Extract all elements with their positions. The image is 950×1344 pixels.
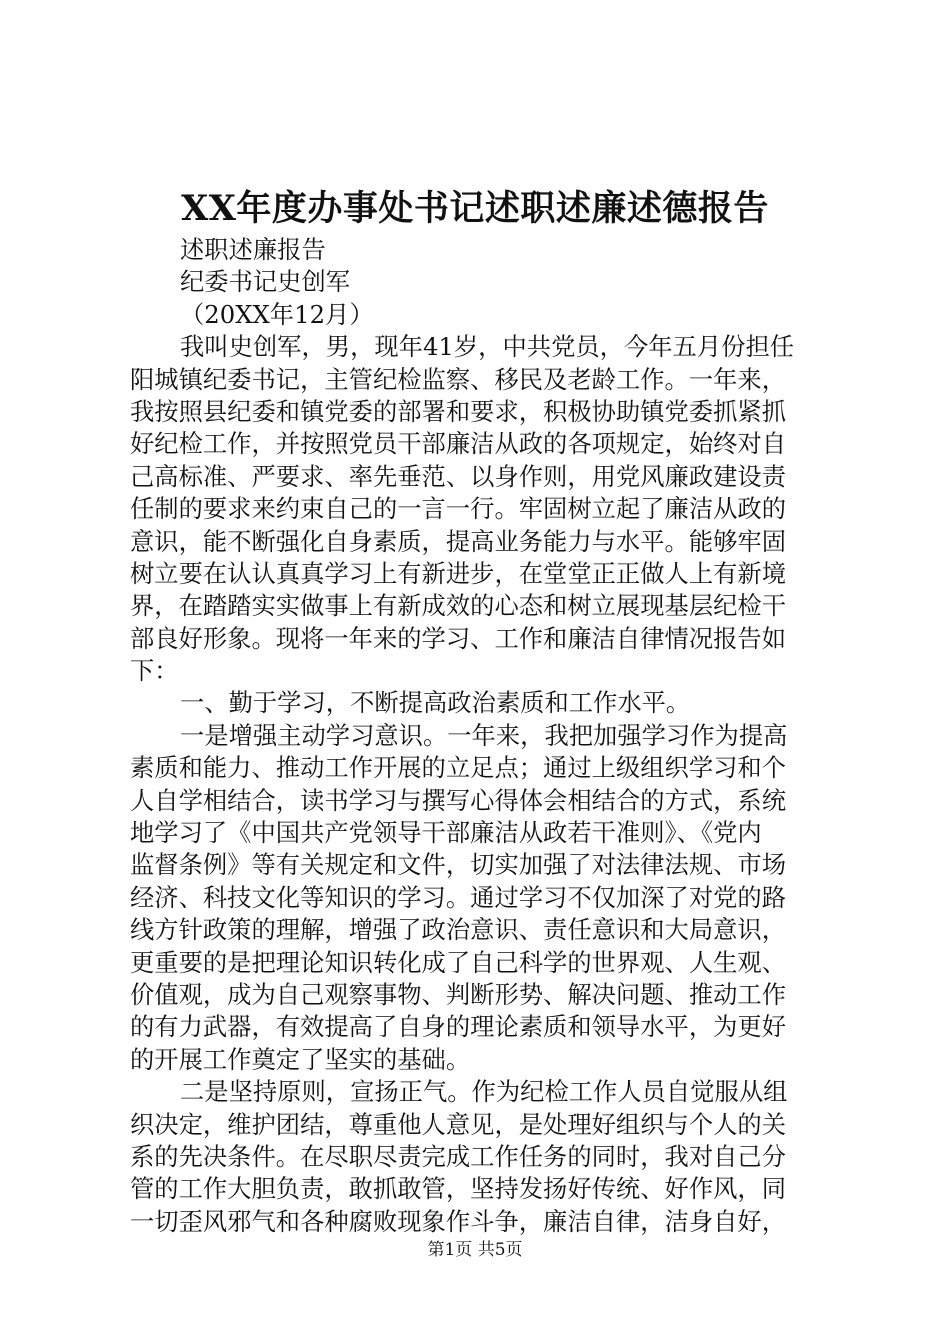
body-line: 界，在踏踏实实做事上有新成效的心态和树立展现基层纪检干 bbox=[130, 591, 787, 621]
body-line: 织决定，维护团结，尊重他人意见，是处理好组织与个人的关 bbox=[130, 1109, 787, 1139]
body-line: 好纪检工作，并按照党员干部廉洁从政的各项规定，始终对自 bbox=[130, 429, 787, 459]
body-line: 的开展工作奠定了坚实的基础。 bbox=[130, 1044, 471, 1074]
body-line: 系的先决条件。在尽职尽责完成工作任务的同时，我对自己分 bbox=[130, 1141, 787, 1171]
body-line: 我叫史创军，男，现年41岁，中共党员，今年五月份担任 bbox=[180, 332, 795, 362]
body-line: 二是坚持原则，宣扬正气。作为纪检工作人员自觉服从组 bbox=[180, 1077, 788, 1107]
body-line: 监督条例》等有关规定和文件，切实加强了对法律法规、市场 bbox=[130, 850, 787, 880]
body-line: （20XX年12月） bbox=[180, 299, 374, 329]
body-line: 价值观，成为自己观察事物、判断形势、解决问题、推动工作 bbox=[130, 979, 787, 1009]
page-footer: 第1页 共5页 bbox=[427, 1240, 523, 1260]
body-line: 我按照县纪委和镇党委的部署和要求，积极协助镇党委抓紧抓 bbox=[130, 396, 787, 426]
document-body bbox=[130, 234, 830, 1238]
body-line: 纪委书记史创军 bbox=[180, 267, 351, 297]
body-line: 线方针政策的理解，增强了政治意识、责任意识和大局意识， bbox=[130, 915, 787, 945]
body-line: 经济、科技文化等知识的学习。通过学习不仅加深了对党的路 bbox=[130, 882, 787, 912]
body-line: 下： bbox=[130, 656, 179, 686]
body-line: 一是增强主动学习意识。一年来，我把加强学习作为提高 bbox=[180, 720, 788, 750]
body-line: 素质和能力、推动工作开展的立足点；通过上级组织学习和个 bbox=[130, 753, 787, 783]
body-line: 部良好形象。现将一年来的学习、工作和廉洁自律情况报告如 bbox=[130, 623, 787, 653]
body-line: 阳城镇纪委书记，主管纪检监察、移民及老龄工作。一年来， bbox=[130, 364, 787, 394]
document-title: XX年度办事处书记述职述廉述德报告 bbox=[181, 188, 769, 229]
body-line: 述职述廉报告 bbox=[180, 235, 326, 264]
body-line: 任制的要求来约束自己的一言一行。牢固树立起了廉洁从政的 bbox=[130, 494, 787, 524]
body-line: 意识，能不断强化自身素质，提高业务能力与水平。能够牢固 bbox=[130, 526, 787, 556]
body-line: 一、勤于学习，不断提高政治素质和工作水平。 bbox=[180, 688, 691, 718]
body-line: 己高标准、严要求、率先垂范、以身作则，用党风廉政建设责 bbox=[130, 461, 787, 491]
body-line: 地学习了《中国共产党领导干部廉洁从政若干准则》、《党内 bbox=[130, 818, 762, 848]
body-line: 树立要在认认真真学习上有新进步，在堂堂正正做人上有新境 bbox=[130, 558, 787, 588]
body-line: 一切歪风邪气和各种腐败现象作斗争，廉洁自律，洁身自好， bbox=[130, 1206, 787, 1236]
body-line: 管的工作大胆负责，敢抓敢管，坚持发扬好传统、好作风，同 bbox=[130, 1174, 787, 1204]
body-line: 的有力武器，有效提高了自身的理论素质和领导水平，为更好 bbox=[130, 1012, 787, 1042]
body-line: 人自学相结合，读书学习与撰写心得体会相结合的方式，系统 bbox=[130, 785, 787, 815]
body-line: 更重要的是把理论知识转化成了自己科学的世界观、人生观、 bbox=[130, 947, 787, 977]
